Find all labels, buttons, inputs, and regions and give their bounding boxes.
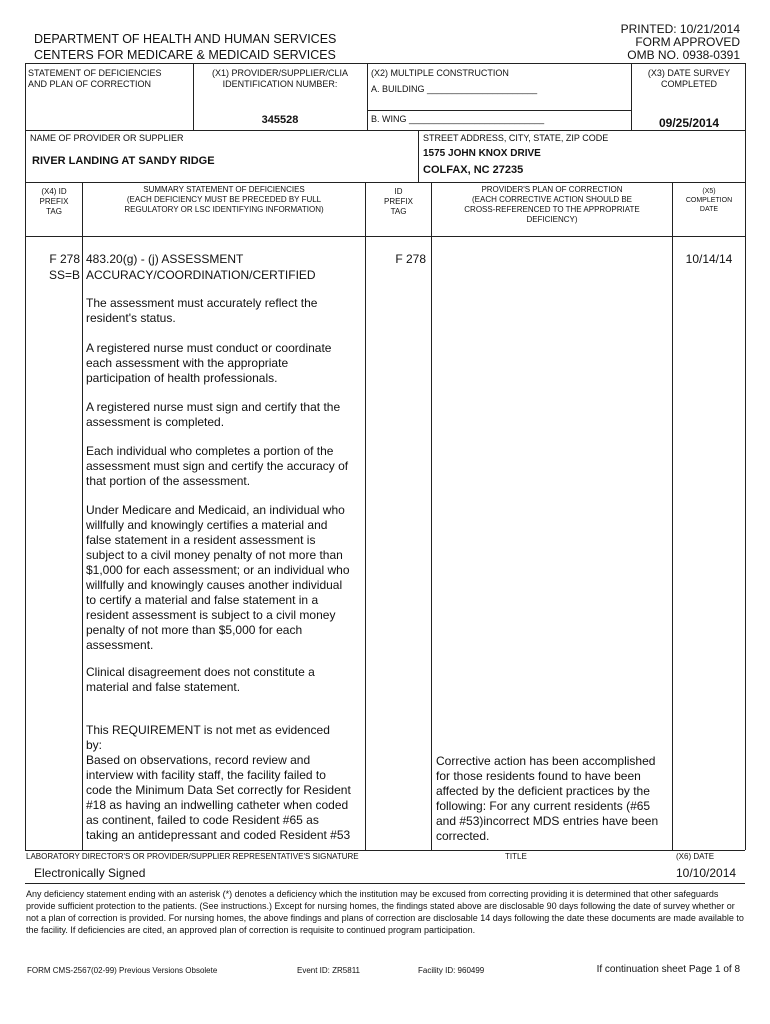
form-approved: FORM APPROVED xyxy=(635,35,740,49)
deficiency-paragraph: This REQUIREMENT is not met as evidenced by: Based on observations, record review and interview with facility staff, the facility failed to code the Minimum Data Set correctly for Resident #18 as having an indwelling catheter when coded as continent, failed to code Resident #65 as taking an antidepressant and coded Resident #53 xyxy=(86,723,351,842)
deficiency-title-line-1: 483.20(g) - (j) ASSESSMENT xyxy=(86,252,244,266)
summary-header-line-3: REGULATORY OR LSC IDENTIFYING INFORMATION) xyxy=(124,205,324,214)
deficiency-paragraph: A registered nurse must sign and certify that the assessment is completed. xyxy=(86,400,341,429)
deficiency-tag xyxy=(26,252,80,282)
plan-header-line-2: (EACH CORRECTIVE ACTION SHOULD BE xyxy=(471,195,633,204)
x1-label-line-1: (X1) PROVIDER/SUPPLIER/CLIA xyxy=(211,68,349,78)
building-field: A. BUILDING ______________________ xyxy=(371,84,538,94)
agency-line-1: DEPARTMENT OF HEALTH AND HUMAN SERVICES xyxy=(34,32,337,46)
summary-header xyxy=(84,185,364,215)
x1-label-line-2: IDENTIFICATION NUMBER: xyxy=(222,79,338,89)
survey-completed-date: 09/25/2014 xyxy=(658,116,720,130)
plan-header-line-3: CROSS-REFERENCED TO THE APPROPRIATE xyxy=(464,205,640,214)
signature-label: LABORATORY DIRECTOR'S OR PROVIDER/SUPPLIER REPRESENTATIVE'S SIGNATURE xyxy=(26,852,359,861)
x2-label: (X2) MULTIPLE CONSTRUCTION xyxy=(371,68,509,78)
x4-header-line-2: PREFIX xyxy=(39,197,69,206)
statement-label-line-2: AND PLAN OF CORRECTION xyxy=(28,79,152,89)
x5-header-line-3: DATE xyxy=(699,206,719,213)
deficiency-title xyxy=(86,252,316,282)
x4-header-line-3: TAG xyxy=(46,207,62,216)
facility-id: Facility ID: 960499 xyxy=(418,966,485,975)
x5-header-line-1: (X5) xyxy=(702,188,716,195)
agency-line-2: CENTERS FOR MEDICARE & MEDICAID SERVICES xyxy=(34,48,336,62)
deficiency-title-line-2: ACCURACY/COORDINATION/CERTIFIED xyxy=(86,268,316,282)
deficiency-paragraph: Clinical disagreement does not constitute a material and false statement. xyxy=(86,665,315,694)
deficiency-paragraph: A registered nurse must conduct or coordinate each assessment with the appropriate participation of health professionals. xyxy=(86,341,332,385)
page-continuation: If continuation sheet Page 1 of 8 xyxy=(596,964,740,975)
form-approval-block xyxy=(621,23,740,62)
title-label: TITLE xyxy=(505,852,527,861)
address-line-2: COLFAX, NC 27235 xyxy=(423,164,524,176)
id-header-line-1: ID xyxy=(394,187,403,196)
id-header-line-2: PREFIX xyxy=(384,197,413,206)
x1-label xyxy=(196,68,364,90)
x5-header xyxy=(673,187,745,214)
address-label: STREET ADDRESS, CITY, STATE, ZIP CODE xyxy=(423,133,609,143)
electronic-signature: Electronically Signed xyxy=(34,866,146,880)
x4-header-line-1: (X4) ID xyxy=(41,187,67,196)
id-header xyxy=(366,187,431,217)
id-prefix-tag: F 278 xyxy=(395,252,426,266)
agency-header xyxy=(34,31,336,63)
x3-label xyxy=(634,68,744,90)
provider-name-label: NAME OF PROVIDER OR SUPPLIER xyxy=(30,133,184,143)
address-line-1: 1575 JOHN KNOX DRIVE xyxy=(423,148,541,159)
printed-date: PRINTED: 10/21/2014 xyxy=(620,22,740,36)
event-id: Event ID: ZR5811 xyxy=(297,966,360,975)
prefix-tag: F 278 xyxy=(49,252,80,266)
statement-label xyxy=(28,68,162,90)
id-header-line-3: TAG xyxy=(390,207,407,216)
provider-id-number: 345528 xyxy=(261,114,299,126)
x4-header xyxy=(26,187,82,217)
completion-date: 10/14/14 xyxy=(685,252,733,266)
plan-header-line-4: DEFICIENCY) xyxy=(526,215,578,224)
x3-label-line-1: (X3) DATE SURVEY xyxy=(647,68,731,78)
provider-name: RIVER LANDING AT SANDY RIDGE xyxy=(32,155,215,167)
plan-header-line-1: PROVIDER'S PLAN OF CORRECTION xyxy=(481,185,623,194)
form-number: FORM CMS-2567(02-99) Previous Versions Obsolete xyxy=(27,966,218,975)
corrective-action-text: Corrective action has been accomplished for those residents found to have been affected by the deficient practices by the following: For any current residents (#65 and #53)incorrect MDS entries have been corrected. xyxy=(436,754,659,843)
x3-label-line-2: COMPLETED xyxy=(660,79,717,89)
signature-date-label: (X6) DATE xyxy=(676,852,715,861)
deficiency-paragraph: The assessment must accurately reflect the resident's status. xyxy=(86,296,318,325)
signature-date: 10/10/2014 xyxy=(676,866,737,880)
statement-label-line-1: STATEMENT OF DEFICIENCIES xyxy=(28,68,162,78)
wing-field: B. WING ___________________________ xyxy=(371,114,545,124)
summary-header-line-1: SUMMARY STATEMENT OF DEFICIENCIES xyxy=(143,185,305,194)
summary-header-line-2: (EACH DEFICIENCY MUST BE PRECEDED BY FULL xyxy=(126,195,322,204)
omb-number: OMB NO. 0938-0391 xyxy=(627,48,740,62)
deficiency-paragraph: Each individual who completes a portion of the assessment must sign and certify the accuracy of that portion of the assessment. xyxy=(86,444,349,488)
x5-header-line-2: COMPLETION xyxy=(685,197,733,204)
deficiency-paragraph: Under Medicare and Medicaid, an individual who willfully and knowingly certifies a material and false statement in a resident assessment is subject to a civil money penalty of not more than $1,000 for each assessment; or an individual who willfully and knowingly causes another individual to certify a material and false statement in a resident assessment is subject to a civil money penalty of not more than $5,000 for each assessment. xyxy=(86,503,350,652)
plan-header xyxy=(432,185,672,225)
disclosure-footnote: Any deficiency statement ending with an asterisk (*) denotes a deficiency which the institution may be excused from correcting providing it is determined that other safeguards provide sufficient protection to the patients. (See instructions.) Except for nursing homes, the findings stated above are disclosable 90 days following the date of survey whether or not a plan of correction is provided. For nursing homes, the above findings and plans of correction are disclosable 14 days following the date these documents are made available to the facility. If deficiencies are cited, an approved plan of correction is requisite to continued program participation. xyxy=(26,889,744,935)
scope-severity: SS=B xyxy=(48,268,80,282)
